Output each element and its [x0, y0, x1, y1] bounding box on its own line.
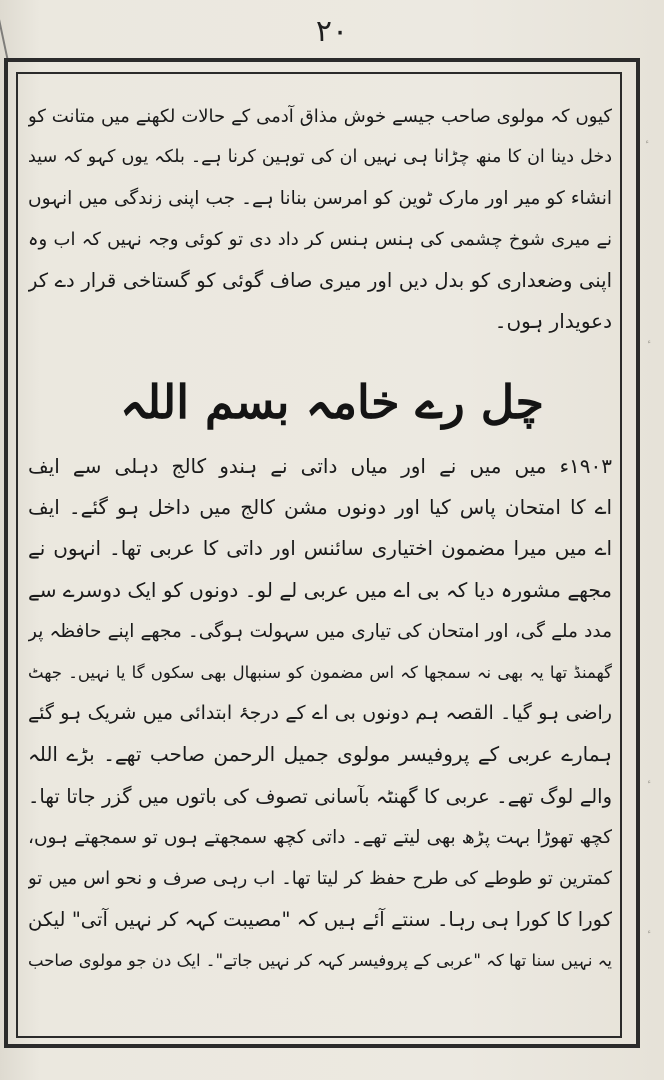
- main-paragraph: [28, 446, 612, 982]
- text-line: اے کا امتحان پاس کیا اور دونوں مشن کالج میں داخل ہو گئے۔ ایف: [28, 495, 612, 520]
- text-line: مدد ملے گی، اور امتحان کی تیاری میں سہولت ہوگی۔ مجھے اپنے حافظہ پر: [28, 620, 612, 642]
- text-line: گھمنڈ تھا یہ بھی نہ سمجھا کہ اس مضمون کو سنبھال بھی سکوں گا یا نہیں۔ جھٹ: [28, 663, 612, 683]
- text-line: کمترین تو طوطے کی طرح حفظ کر لیتا تھا۔ اب رہی صرف و نحو اس میں تو: [28, 868, 612, 890]
- text-line: کچھ تھوڑا بہت پڑھ بھی لیتے تھے۔ داتی کچھ سمجھتے ہوں تو سمجھتے ہوں،: [28, 826, 612, 848]
- text-line: یہ نہیں سنا تھا کہ "عربی کے پروفیسر کہہ کر نہیں جاتے"۔ ایک دن جو مولوی صاحب: [28, 951, 612, 971]
- text-line: نے میری شوخ چشمی کی ہنس ہنس کر داد دی تو کوئی وجہ نہیں کہ اب وہ: [28, 229, 612, 250]
- text-line: مجھے مشورہ دیا کہ بی اے میں عربی لے لو۔ دونوں کو ایک دوسرے سے: [28, 577, 612, 602]
- opening-paragraph: [28, 96, 612, 342]
- text-line: انشاء کو میر اور مارک ٹوین کو امرسن بنانا ہے۔ جب اپنی زندگی میں انہوں: [28, 188, 612, 209]
- text-line: راضی ہو گیا۔ القصہ ہم دونوں بی اے کے درجۂ ابتدائی میں شریک ہو گئے: [28, 702, 612, 725]
- section-heading: چل رے خامہ بسم اللہ: [120, 375, 544, 429]
- text-line: ہمارے عربی کے پروفیسر مولوی جمیل الرحمن صاحب تھے۔ بڑے اللہ: [28, 742, 612, 767]
- text-line: دعویدار ہوں۔: [494, 309, 612, 333]
- text-line: اپنی وضعداری کو بدل دیں اور میری صاف گوئی کو گستاخی قرار دے کر: [28, 269, 612, 292]
- text-line: دخل دینا ان کا منھ چڑانا ہی نہیں ان کی توہین کرنا ہے۔ بلکہ یوں کہو کہ سید: [28, 147, 612, 167]
- page-number: ٢٠: [315, 14, 349, 49]
- text-line: اے میں میرا مضمون اختیاری سائنس اور داتی کا عربی تھا۔ انہوں نے: [28, 536, 612, 561]
- text-line: ۱۹۰۳ء میں میں نے اور میاں داتی نے ہندو کالج دہلی سے ایف: [28, 454, 612, 478]
- text-line: والے لوگ تھے۔ عربی کا گھنٹہ بآسانی تصوف کی باتوں میں گزر جاتا تھا۔: [28, 784, 612, 808]
- text-line: کورا کا کورا ہی رہا۔ سنتے آئے ہیں کہ "مصیبت کہہ کر نہیں آتی" لیکن: [28, 908, 612, 932]
- text-line: کیوں کہ مولوی صاحب جیسے خوش مذاق آدمی کے حالات لکھنے میں متانت کو: [28, 106, 612, 127]
